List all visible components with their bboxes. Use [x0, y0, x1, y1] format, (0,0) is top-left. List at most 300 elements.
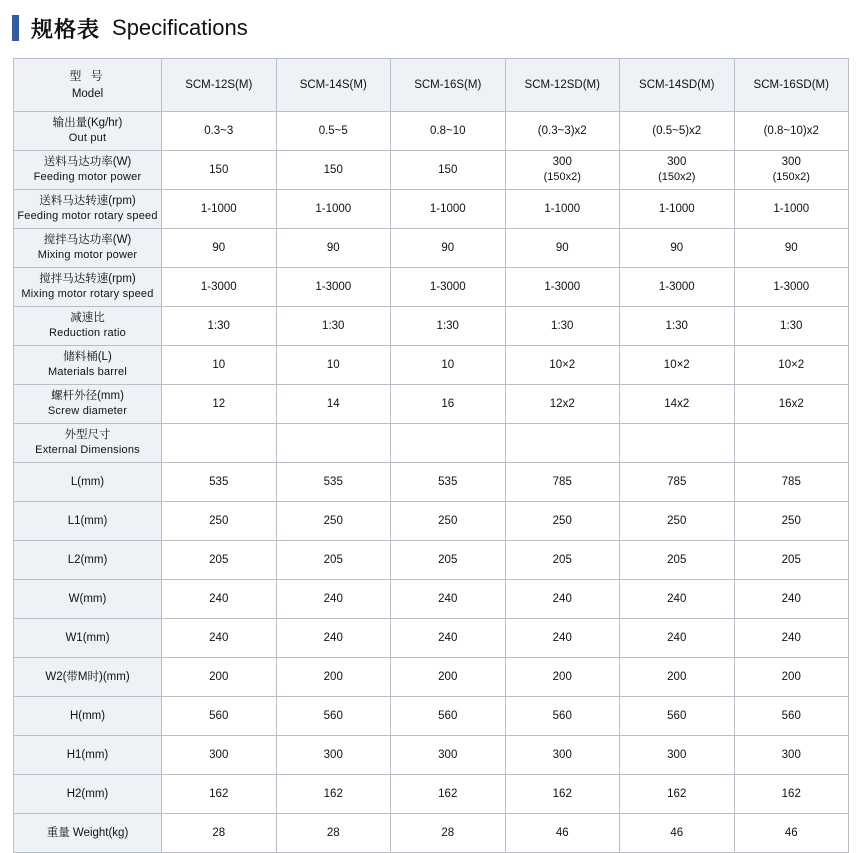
- table-row: [14, 229, 849, 268]
- row-value-primary: 240: [209, 631, 229, 644]
- row-value-cell: [391, 580, 506, 619]
- table-header-row: [14, 59, 849, 112]
- table-row: [14, 112, 849, 151]
- row-value-primary: 240: [209, 592, 229, 605]
- row-value-primary: 300: [667, 156, 687, 169]
- row-value-primary: 162: [667, 787, 687, 800]
- row-value-cell: [734, 814, 849, 853]
- row-label-en: Mixing motor rotary speed: [21, 288, 154, 301]
- row-value-primary: 150: [438, 163, 458, 176]
- row-value-cell: [391, 229, 506, 268]
- row-value-cell: [391, 385, 506, 424]
- row-value-cell: [162, 580, 277, 619]
- row-value-primary: 240: [438, 592, 458, 605]
- row-value-primary: 1-1000: [315, 202, 352, 215]
- table-body: [14, 112, 849, 853]
- row-value-primary: 10: [326, 358, 340, 371]
- row-value-cell: [162, 268, 277, 307]
- row-value-cell: [162, 697, 277, 736]
- row-value-cell: [162, 541, 277, 580]
- row-value-primary: 14x2: [664, 397, 690, 410]
- row-value-cell: [620, 307, 735, 346]
- row-value-cell: [391, 619, 506, 658]
- row-value-primary: 90: [441, 241, 455, 254]
- row-value-cell: [391, 736, 506, 775]
- row-label: [14, 619, 162, 658]
- row-label: [14, 580, 162, 619]
- row-label-text: H1(mm): [66, 748, 109, 761]
- row-value-primary: 90: [555, 241, 569, 254]
- row-value-primary: 0.8~10: [430, 124, 466, 137]
- row-label-cn: 外型尺寸: [64, 428, 111, 441]
- row-value-secondary: (150x2): [772, 171, 810, 184]
- row-value-cell: [276, 814, 391, 853]
- row-value-cell: [734, 580, 849, 619]
- header-cell-model-2: SCM-14S(M): [276, 59, 391, 112]
- row-value-cell: [620, 385, 735, 424]
- row-value-primary: 1-1000: [773, 202, 810, 215]
- table-row: [14, 385, 849, 424]
- row-value-cell: [505, 151, 620, 190]
- row-value-cell: [505, 658, 620, 697]
- row-label: [14, 502, 162, 541]
- row-value-cell: [620, 346, 735, 385]
- row-value-primary: 162: [781, 787, 801, 800]
- row-value-cell: [276, 229, 391, 268]
- row-value-cell: [505, 229, 620, 268]
- row-label: [14, 229, 162, 268]
- table-row: [14, 541, 849, 580]
- row-value-cell: [276, 268, 391, 307]
- row-value-primary: 1:30: [322, 319, 345, 332]
- row-value-primary: 0.3~3: [204, 124, 234, 137]
- row-value-primary: 250: [209, 514, 229, 527]
- row-value-secondary: (150x2): [543, 171, 581, 184]
- row-value-cell: [276, 385, 391, 424]
- header-cell-model-1: SCM-12S(M): [162, 59, 277, 112]
- row-value-primary: 240: [667, 592, 687, 605]
- row-value-primary: 785: [781, 475, 801, 488]
- row-value-primary: 46: [555, 826, 569, 839]
- row-value-cell: [391, 307, 506, 346]
- row-value-primary: 162: [552, 787, 572, 800]
- row-value-primary: 1-3000: [658, 280, 695, 293]
- row-value-cell: [734, 736, 849, 775]
- row-label: [14, 775, 162, 814]
- row-value-cell: [276, 736, 391, 775]
- row-value-cell: [620, 697, 735, 736]
- row-label-en: Reduction ratio: [49, 327, 126, 340]
- row-value-cell: [276, 151, 391, 190]
- row-value-cell: [620, 580, 735, 619]
- row-value-primary: 560: [209, 709, 229, 722]
- row-value-cell: [505, 385, 620, 424]
- row-value-primary: 10×2: [549, 358, 576, 371]
- row-value-primary: 250: [781, 514, 801, 527]
- table-header: [14, 59, 849, 112]
- row-value-primary: 1:30: [665, 319, 688, 332]
- row-value-cell: [734, 346, 849, 385]
- row-value-primary: 240: [323, 631, 343, 644]
- row-value-primary: 250: [552, 514, 572, 527]
- row-value-cell: [391, 424, 506, 463]
- row-value-cell: [734, 190, 849, 229]
- row-label: [14, 112, 162, 151]
- row-value-primary: 16: [441, 397, 455, 410]
- row-value-primary: (0.3~3)x2: [537, 124, 587, 137]
- table-row: [14, 736, 849, 775]
- row-label-cn: 储料桶(L): [63, 350, 112, 363]
- row-value-primary: 300: [209, 748, 229, 761]
- row-value-primary: 200: [323, 670, 343, 683]
- row-label-en: Mixing motor power: [37, 249, 138, 262]
- row-value-cell: [276, 697, 391, 736]
- row-value-cell: [734, 541, 849, 580]
- row-value-cell: [505, 424, 620, 463]
- row-value-cell: [620, 463, 735, 502]
- row-value-cell: [620, 151, 735, 190]
- row-value-primary: 785: [552, 475, 572, 488]
- row-value-cell: [734, 424, 849, 463]
- row-value-cell: [734, 619, 849, 658]
- row-value-cell: [734, 775, 849, 814]
- row-value-primary: 560: [781, 709, 801, 722]
- row-label: [14, 190, 162, 229]
- row-value-cell: [734, 268, 849, 307]
- row-value-primary: 560: [667, 709, 687, 722]
- row-value-cell: [276, 424, 391, 463]
- header-cell-model-6: SCM-16SD(M): [734, 59, 849, 112]
- row-value-cell: [162, 463, 277, 502]
- row-value-cell: [505, 463, 620, 502]
- row-label-cn: 搅拌马达转速(rpm): [39, 272, 136, 285]
- row-value-primary: 1-3000: [200, 280, 237, 293]
- row-value-cell: [620, 658, 735, 697]
- row-label: [14, 736, 162, 775]
- row-value-primary: 1-3000: [429, 280, 466, 293]
- row-label: [14, 541, 162, 580]
- row-value-cell: [620, 814, 735, 853]
- row-value-cell: [620, 112, 735, 151]
- row-value-cell: [162, 814, 277, 853]
- row-value-primary: 240: [781, 592, 801, 605]
- row-label-text: 重量 Weight(kg): [46, 826, 129, 839]
- row-value-cell: [505, 268, 620, 307]
- row-value-cell: [162, 112, 277, 151]
- row-value-cell: [162, 385, 277, 424]
- table-row: [14, 775, 849, 814]
- row-value-primary: 90: [326, 241, 340, 254]
- row-label: [14, 151, 162, 190]
- header-cell-model: [14, 59, 162, 112]
- row-value-cell: [276, 775, 391, 814]
- row-value-primary: 10: [212, 358, 226, 371]
- row-value-primary: 12x2: [549, 397, 575, 410]
- row-label: [14, 814, 162, 853]
- row-label-en: External Dimensions: [35, 444, 140, 457]
- row-value-primary: 90: [784, 241, 798, 254]
- row-label-cn: 送料马达转速(rpm): [39, 194, 136, 207]
- row-label: [14, 307, 162, 346]
- row-label-en: Feeding motor power: [33, 171, 142, 184]
- row-value-cell: [276, 580, 391, 619]
- row-value-primary: 1-1000: [429, 202, 466, 215]
- row-value-primary: 785: [667, 475, 687, 488]
- row-value-primary: 200: [552, 670, 572, 683]
- row-value-cell: [734, 502, 849, 541]
- row-label-text: W2(带M时)(mm): [45, 670, 130, 683]
- row-value-primary: 300: [438, 748, 458, 761]
- row-value-cell: [276, 190, 391, 229]
- row-value-primary: 28: [326, 826, 340, 839]
- row-value-cell: [734, 307, 849, 346]
- row-value-primary: 300: [781, 748, 801, 761]
- row-value-primary: (0.8~10)x2: [763, 124, 819, 137]
- row-value-primary: 1:30: [780, 319, 803, 332]
- header-model-cn: 型 号: [69, 68, 106, 83]
- row-value-primary: 200: [667, 670, 687, 683]
- row-value-cell: [620, 229, 735, 268]
- row-value-primary: 162: [438, 787, 458, 800]
- table-row: [14, 463, 849, 502]
- row-value-primary: 150: [323, 163, 343, 176]
- row-value-primary: 14: [326, 397, 340, 410]
- row-value-cell: [505, 814, 620, 853]
- table-row: [14, 268, 849, 307]
- page-title-cn: 规格表: [31, 16, 101, 42]
- row-value-primary: 46: [784, 826, 798, 839]
- row-value-cell: [505, 775, 620, 814]
- row-label-text: L(mm): [70, 475, 105, 488]
- row-value-cell: [162, 307, 277, 346]
- row-value-cell: [391, 112, 506, 151]
- table-row: [14, 580, 849, 619]
- row-value-cell: [620, 619, 735, 658]
- specifications-table: [13, 58, 849, 853]
- table-row: [14, 346, 849, 385]
- row-value-cell: [276, 463, 391, 502]
- row-value-cell: [734, 697, 849, 736]
- row-label: [14, 385, 162, 424]
- row-value-cell: [391, 151, 506, 190]
- row-value-cell: [162, 658, 277, 697]
- row-value-primary: 560: [438, 709, 458, 722]
- row-value-cell: [620, 424, 735, 463]
- row-value-primary: 240: [667, 631, 687, 644]
- row-label-cn: 减速比: [70, 311, 105, 324]
- row-value-primary: 535: [323, 475, 343, 488]
- row-value-cell: [162, 346, 277, 385]
- row-value-primary: 10×2: [663, 358, 690, 371]
- row-label-text: H2(mm): [66, 787, 109, 800]
- row-value-primary: 12: [212, 397, 226, 410]
- row-value-primary: 1-1000: [544, 202, 581, 215]
- table-row: [14, 424, 849, 463]
- row-value-cell: [276, 502, 391, 541]
- row-value-primary: 28: [212, 826, 226, 839]
- table-row: [14, 814, 849, 853]
- row-value-cell: [276, 541, 391, 580]
- row-value-primary: 16x2: [778, 397, 804, 410]
- row-value-cell: [505, 697, 620, 736]
- row-value-cell: [162, 619, 277, 658]
- row-value-primary: 162: [323, 787, 343, 800]
- row-value-cell: [505, 619, 620, 658]
- row-value-cell: [734, 112, 849, 151]
- row-label-cn: 搅拌马达功率(W): [43, 233, 132, 246]
- row-value-cell: [620, 502, 735, 541]
- row-value-primary: 560: [552, 709, 572, 722]
- row-value-cell: [620, 541, 735, 580]
- row-value-primary: 300: [552, 748, 572, 761]
- row-value-primary: 300: [667, 748, 687, 761]
- row-value-cell: [620, 775, 735, 814]
- row-value-cell: [734, 229, 849, 268]
- table-row: [14, 190, 849, 229]
- page-title: [0, 0, 862, 58]
- row-value-cell: [734, 151, 849, 190]
- row-value-cell: [505, 502, 620, 541]
- row-value-primary: 90: [670, 241, 684, 254]
- row-value-primary: 1-3000: [544, 280, 581, 293]
- row-value-primary: 0.5~5: [318, 124, 348, 137]
- row-value-cell: [391, 541, 506, 580]
- row-value-primary: 250: [438, 514, 458, 527]
- row-value-cell: [276, 112, 391, 151]
- row-value-cell: [505, 736, 620, 775]
- row-value-cell: [276, 658, 391, 697]
- table-row: [14, 619, 849, 658]
- row-value-primary: 240: [552, 631, 572, 644]
- row-label-cn: 输出量(Kg/hr): [52, 116, 123, 129]
- title-accent-bar: [12, 15, 19, 41]
- row-value-primary: 28: [441, 826, 455, 839]
- row-value-cell: [391, 697, 506, 736]
- row-value-cell: [505, 580, 620, 619]
- row-label-en: Materials barrel: [47, 366, 127, 379]
- row-value-cell: [620, 190, 735, 229]
- row-value-cell: [391, 775, 506, 814]
- row-value-cell: [391, 268, 506, 307]
- row-value-primary: 200: [209, 670, 229, 683]
- header-cell-model-5: SCM-14SD(M): [620, 59, 735, 112]
- row-label-en: Screw diameter: [47, 405, 128, 418]
- row-value-cell: [162, 775, 277, 814]
- row-value-cell: [620, 736, 735, 775]
- row-value-primary: 205: [209, 553, 229, 566]
- row-value-cell: [391, 658, 506, 697]
- row-label: [14, 346, 162, 385]
- row-value-cell: [276, 619, 391, 658]
- row-value-cell: [505, 541, 620, 580]
- row-value-primary: 535: [438, 475, 458, 488]
- header-cell-model-3: SCM-16S(M): [391, 59, 506, 112]
- row-label: [14, 424, 162, 463]
- row-value-primary: 1:30: [207, 319, 230, 332]
- row-value-primary: 535: [209, 475, 229, 488]
- row-value-primary: 1-3000: [773, 280, 810, 293]
- header-cell-model-4: SCM-12SD(M): [505, 59, 620, 112]
- row-label-text: L2(mm): [67, 553, 108, 566]
- row-label: [14, 658, 162, 697]
- row-value-primary: (0.5~5)x2: [652, 124, 702, 137]
- row-value-cell: [734, 463, 849, 502]
- row-label-text: H(mm): [69, 709, 106, 722]
- row-label: [14, 268, 162, 307]
- row-value-cell: [505, 112, 620, 151]
- header-model-en: Model: [71, 87, 104, 100]
- row-value-cell: [162, 736, 277, 775]
- row-label-cn: 螺杆外径(mm): [51, 389, 124, 402]
- row-value-cell: [276, 346, 391, 385]
- row-value-primary: 205: [438, 553, 458, 566]
- row-value-cell: [162, 229, 277, 268]
- row-value-primary: 560: [323, 709, 343, 722]
- row-label: [14, 697, 162, 736]
- row-value-cell: [391, 502, 506, 541]
- row-value-primary: 10: [441, 358, 455, 371]
- row-value-secondary: (150x2): [658, 171, 696, 184]
- row-value-cell: [505, 307, 620, 346]
- page-title-en: Specifications: [112, 15, 248, 40]
- row-value-primary: 150: [209, 163, 229, 176]
- row-value-cell: [620, 268, 735, 307]
- row-value-cell: [734, 658, 849, 697]
- row-label-text: W(mm): [68, 592, 107, 605]
- row-value-primary: 1-1000: [658, 202, 695, 215]
- row-label-text: L1(mm): [67, 514, 108, 527]
- table-row: [14, 697, 849, 736]
- row-value-cell: [162, 424, 277, 463]
- table-row: [14, 151, 849, 190]
- row-value-primary: 200: [438, 670, 458, 683]
- row-value-cell: [162, 151, 277, 190]
- row-value-primary: 90: [212, 241, 226, 254]
- row-value-primary: 205: [781, 553, 801, 566]
- row-value-primary: 1:30: [551, 319, 574, 332]
- row-label: [14, 463, 162, 502]
- row-value-cell: [391, 346, 506, 385]
- row-value-primary: 300: [323, 748, 343, 761]
- row-value-cell: [505, 346, 620, 385]
- row-value-primary: 300: [781, 156, 801, 169]
- row-value-primary: 46: [670, 826, 684, 839]
- row-label-en: Feeding motor rotary speed: [17, 210, 158, 223]
- row-label-cn: 送料马达功率(W): [43, 155, 132, 168]
- row-value-cell: [391, 190, 506, 229]
- row-value-primary: 240: [438, 631, 458, 644]
- specifications-table-wrapper: [13, 58, 849, 853]
- row-label-en: Out put: [68, 132, 107, 145]
- row-value-primary: 1:30: [436, 319, 459, 332]
- row-value-primary: 1-3000: [315, 280, 352, 293]
- row-value-primary: 240: [781, 631, 801, 644]
- row-value-cell: [162, 502, 277, 541]
- table-row: [14, 307, 849, 346]
- table-row: [14, 502, 849, 541]
- row-label-text: W1(mm): [65, 631, 110, 644]
- row-value-cell: [734, 385, 849, 424]
- row-value-primary: 205: [552, 553, 572, 566]
- row-value-primary: 1-1000: [200, 202, 237, 215]
- row-value-primary: 240: [323, 592, 343, 605]
- row-value-primary: 205: [667, 553, 687, 566]
- row-value-primary: 300: [552, 156, 572, 169]
- row-value-primary: 200: [781, 670, 801, 683]
- row-value-cell: [162, 190, 277, 229]
- row-value-cell: [391, 463, 506, 502]
- row-value-primary: 10×2: [778, 358, 805, 371]
